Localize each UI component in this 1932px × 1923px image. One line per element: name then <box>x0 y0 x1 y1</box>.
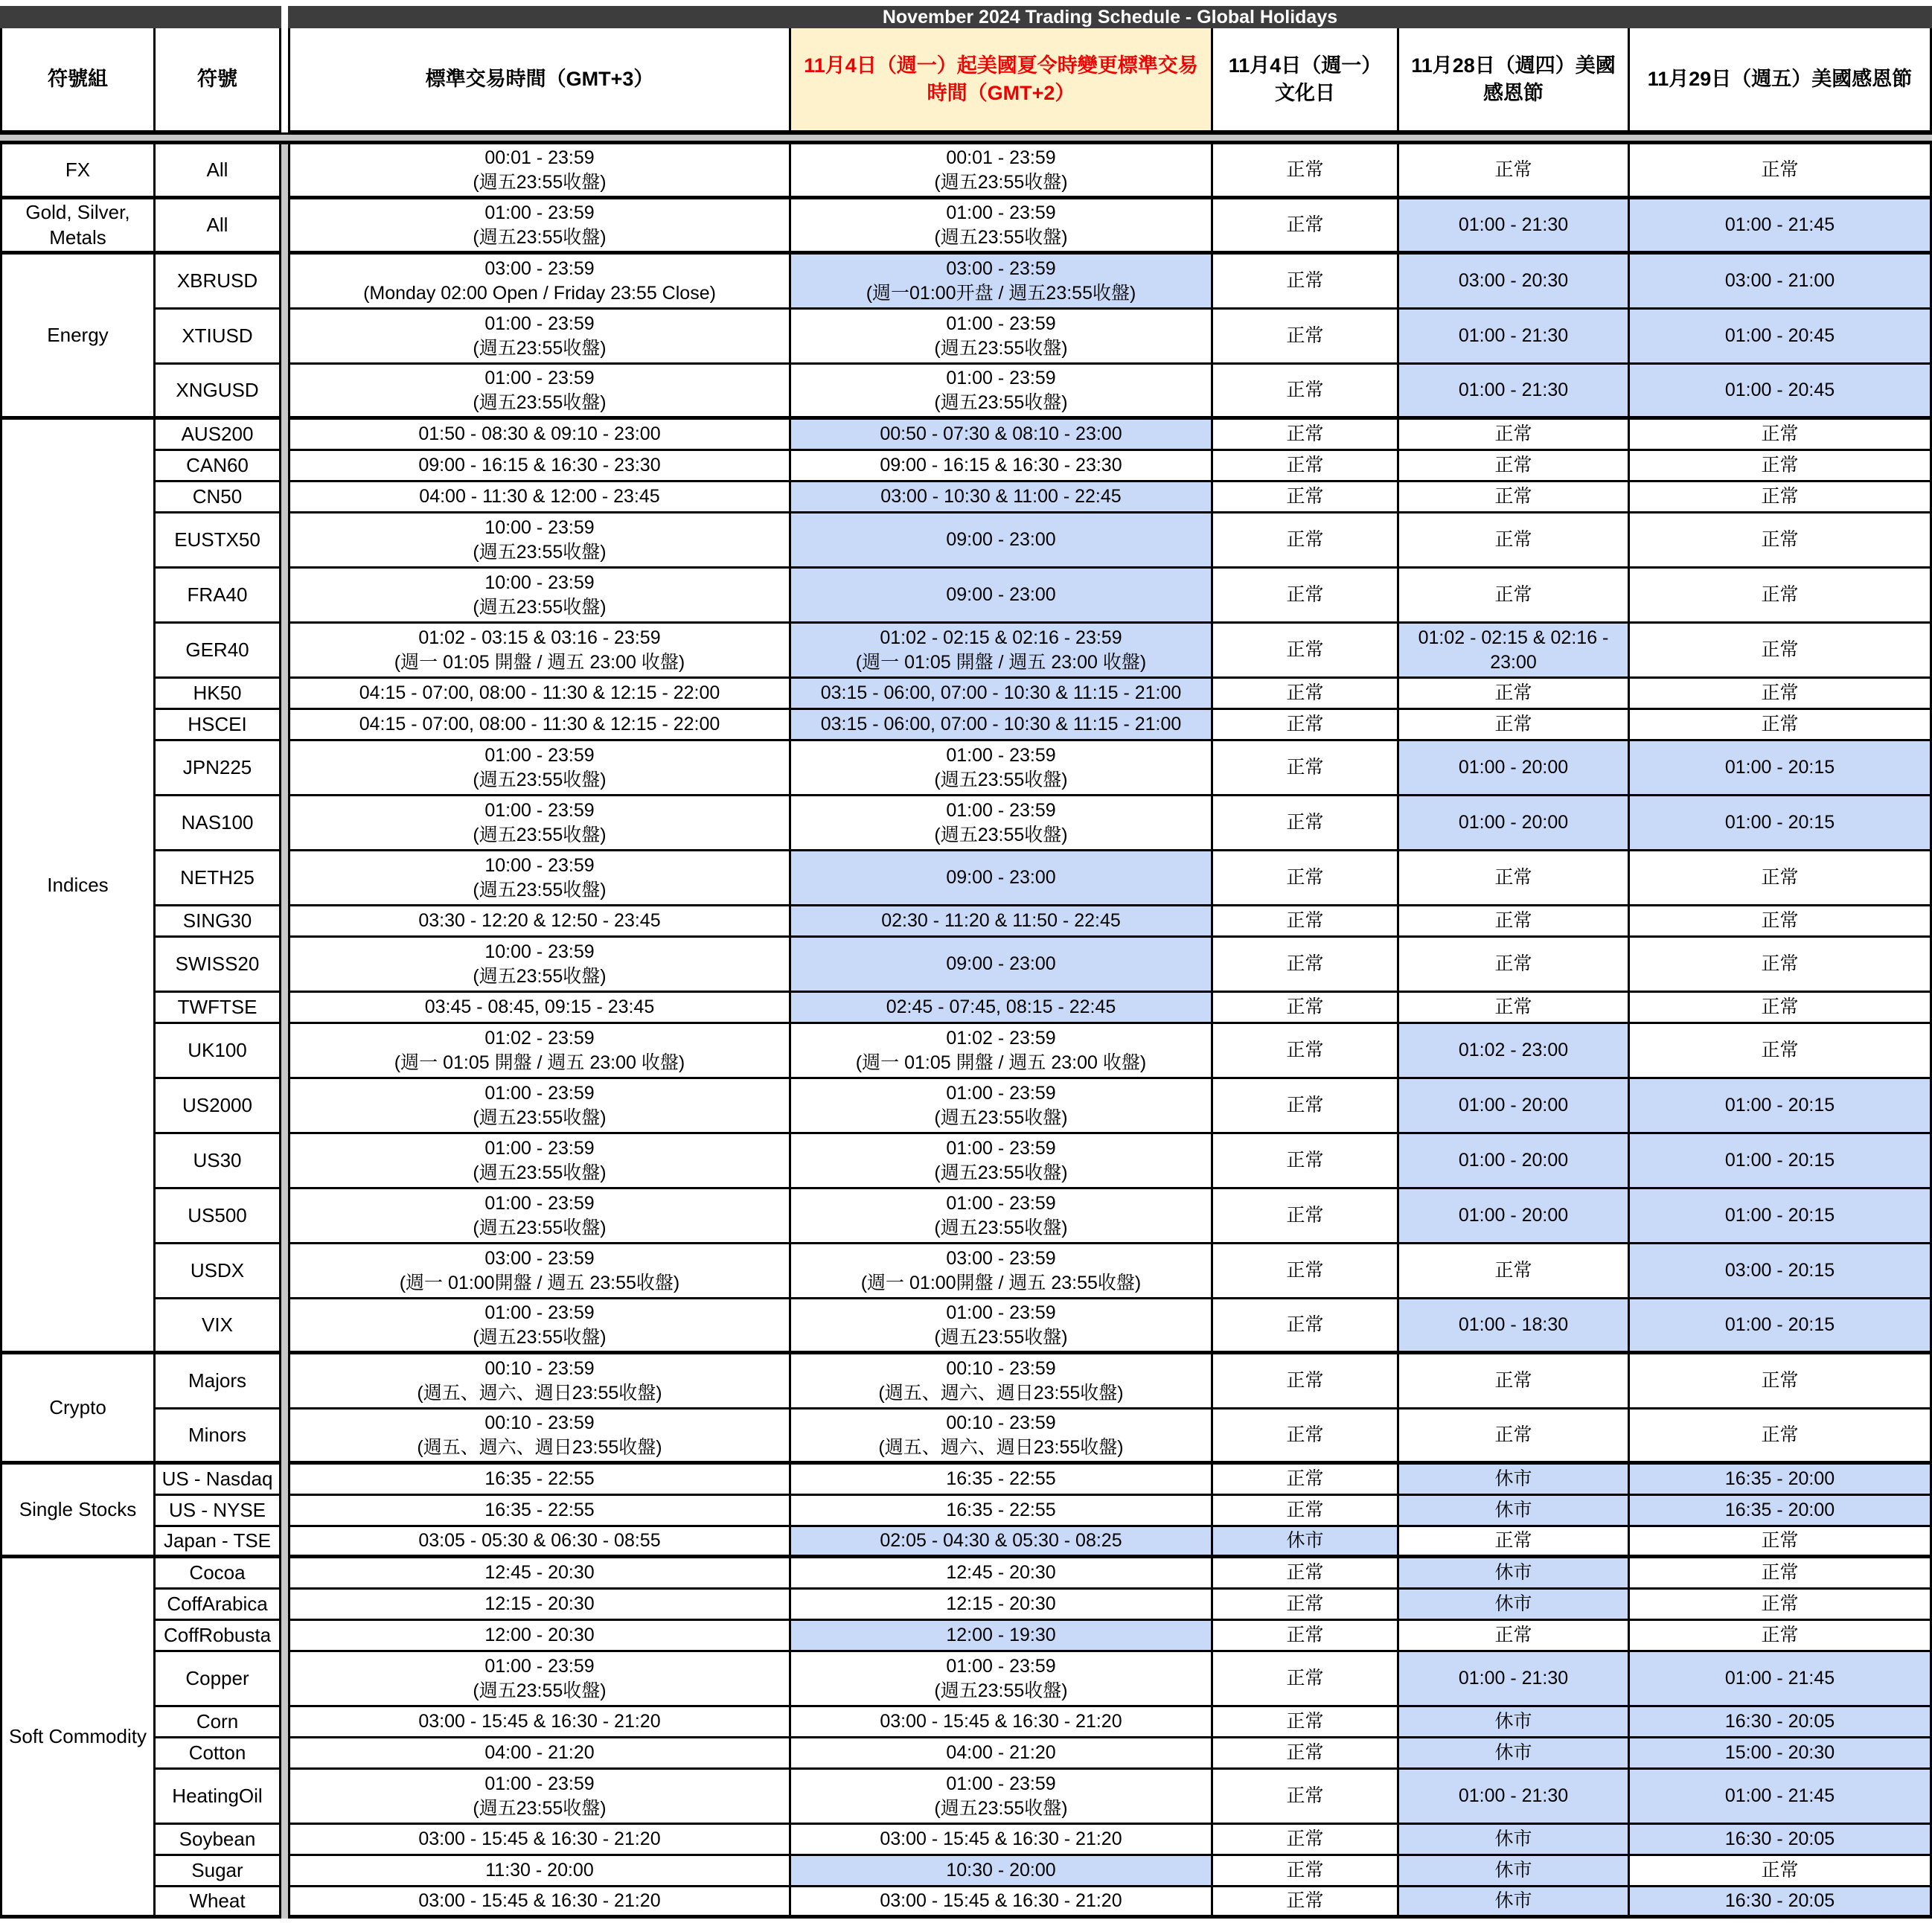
cell-dst-hours: 01:00 - 23:59 (週五23:55收盤) <box>791 1134 1213 1189</box>
cell-nov4-status: 正常 <box>1213 1738 1399 1770</box>
header-body-divider <box>0 132 1932 144</box>
cell-symbol: US - Nasdaq <box>156 1465 281 1496</box>
cell-nov29-status: 正常 <box>1630 1354 1932 1410</box>
cell-nov28-status: 正常 <box>1399 1410 1630 1465</box>
cell-nov28-status: 休市 <box>1399 1590 1630 1621</box>
cell-nov29-status: 正常 <box>1630 993 1932 1024</box>
cell-symbol: CoffRobusta <box>156 1621 281 1652</box>
cell-standard-hours: 01:00 - 23:59 (週五23:55收盤) <box>288 1134 791 1189</box>
cell-nov28-status: 休市 <box>1399 1465 1630 1496</box>
cell-dst-hours: 12:45 - 20:30 <box>791 1558 1213 1590</box>
cell-nov4-status: 正常 <box>1213 1079 1399 1134</box>
cell-nov4-status: 正常 <box>1213 938 1399 993</box>
cell-nov29-status: 正常 <box>1630 624 1932 679</box>
cell-nov28-status: 01:00 - 20:00 <box>1399 741 1630 796</box>
cell-nov29-status: 03:00 - 21:00 <box>1630 255 1932 310</box>
cell-nov29-status: 正常 <box>1630 906 1932 938</box>
cell-nov4-status: 正常 <box>1213 1024 1399 1079</box>
cell-nov29-status: 16:35 - 20:00 <box>1630 1465 1932 1496</box>
cell-nov4-status: 正常 <box>1213 1856 1399 1887</box>
cell-symbol: CN50 <box>156 482 281 513</box>
cell-nov28-status: 01:00 - 20:00 <box>1399 1189 1630 1244</box>
cell-dst-hours: 01:00 - 23:59 (週五23:55收盤) <box>791 310 1213 365</box>
cell-standard-hours: 12:00 - 20:30 <box>288 1621 791 1652</box>
cell-symbol: Sugar <box>156 1856 281 1887</box>
cell-standard-hours: 01:00 - 23:59 (週五23:55收盤) <box>288 199 791 255</box>
cell-standard-hours: 01:02 - 23:59 (週一 01:05 開盤 / 週五 23:00 收盤) <box>288 1024 791 1079</box>
cell-symbol: Cotton <box>156 1738 281 1770</box>
cell-dst-hours: 04:00 - 21:20 <box>791 1738 1213 1770</box>
cell-nov28-status: 正常 <box>1399 482 1630 513</box>
cell-symbol: JPN225 <box>156 741 281 796</box>
cell-symbol: Copper <box>156 1652 281 1707</box>
cell-standard-hours: 01:02 - 03:15 & 03:16 - 23:59 (週一 01:05 開盤 / 週五 23:00 收盤) <box>288 624 791 679</box>
cell-symbol: NETH25 <box>156 851 281 906</box>
cell-standard-hours: 03:45 - 08:45, 09:15 - 23:45 <box>288 993 791 1024</box>
cell-nov4-status: 正常 <box>1213 1354 1399 1410</box>
cell-nov29-status: 正常 <box>1630 1856 1932 1887</box>
cell-symbol: US30 <box>156 1134 281 1189</box>
cell-nov4-status: 正常 <box>1213 1189 1399 1244</box>
cell-nov4-status: 正常 <box>1213 1299 1399 1354</box>
cell-dst-hours: 03:00 - 10:30 & 11:00 - 22:45 <box>791 482 1213 513</box>
cell-nov4-status: 正常 <box>1213 569 1399 624</box>
cell-standard-hours: 10:00 - 23:59 (週五23:55收盤) <box>288 851 791 906</box>
cell-dst-hours: 01:02 - 02:15 & 02:16 - 23:59 (週一 01:05 開盤 / 週五 23:00 收盤) <box>791 624 1213 679</box>
cell-dst-hours: 09:00 - 16:15 & 16:30 - 23:30 <box>791 451 1213 482</box>
cell-symbol: Corn <box>156 1707 281 1738</box>
header-symbol-group: 符號組 <box>0 28 156 132</box>
cell-dst-hours: 10:30 - 20:00 <box>791 1856 1213 1887</box>
cell-symbol: CoffArabica <box>156 1590 281 1621</box>
cell-nov28-status: 01:00 - 21:30 <box>1399 365 1630 420</box>
cell-nov29-status: 正常 <box>1630 851 1932 906</box>
cell-symbol: UK100 <box>156 1024 281 1079</box>
cell-symbol: Minors <box>156 1410 281 1465</box>
cell-standard-hours: 03:00 - 23:59 (週一 01:00開盤 / 週五 23:55收盤) <box>288 1244 791 1299</box>
cell-standard-hours: 01:50 - 08:30 & 09:10 - 23:00 <box>288 420 791 451</box>
cell-symbol: FRA40 <box>156 569 281 624</box>
cell-symbol: AUS200 <box>156 420 281 451</box>
cell-symbol: XNGUSD <box>156 365 281 420</box>
cell-nov4-status: 正常 <box>1213 365 1399 420</box>
cell-standard-hours: 10:00 - 23:59 (週五23:55收盤) <box>288 938 791 993</box>
cell-standard-hours: 01:00 - 23:59 (週五23:55收盤) <box>288 1652 791 1707</box>
cell-nov4-status: 正常 <box>1213 1134 1399 1189</box>
cell-nov4-status: 正常 <box>1213 451 1399 482</box>
cell-nov28-status: 正常 <box>1399 1244 1630 1299</box>
cell-nov29-status: 01:00 - 20:15 <box>1630 796 1932 851</box>
cell-nov4-status: 正常 <box>1213 1770 1399 1825</box>
header-nov28-thanksgiving: 11月28日（週四）美國感恩節 <box>1399 28 1630 132</box>
cell-nov28-status: 正常 <box>1399 513 1630 569</box>
cell-nov4-status: 正常 <box>1213 255 1399 310</box>
header-standard-hours: 標準交易時間（GMT+3） <box>288 28 791 132</box>
cell-standard-hours: 12:45 - 20:30 <box>288 1558 791 1590</box>
cell-nov28-status: 休市 <box>1399 1887 1630 1919</box>
cell-dst-hours: 02:45 - 07:45, 08:15 - 22:45 <box>791 993 1213 1024</box>
cell-nov4-status: 正常 <box>1213 199 1399 255</box>
cell-symbol: All <box>156 144 281 199</box>
group-cell: Crypto <box>0 1354 156 1465</box>
cell-dst-hours: 00:50 - 07:30 & 08:10 - 23:00 <box>791 420 1213 451</box>
cell-dst-hours: 03:15 - 06:00, 07:00 - 10:30 & 11:15 - 21:00 <box>791 710 1213 741</box>
cell-nov4-status: 正常 <box>1213 1410 1399 1465</box>
cell-standard-hours: 03:00 - 23:59 (Monday 02:00 Open / Friday 23:55 Close) <box>288 255 791 310</box>
cell-nov4-status: 正常 <box>1213 1244 1399 1299</box>
cell-dst-hours: 01:00 - 23:59 (週五23:55收盤) <box>791 365 1213 420</box>
cell-standard-hours: 01:00 - 23:59 (週五23:55收盤) <box>288 1299 791 1354</box>
cell-nov29-status: 01:00 - 20:15 <box>1630 1079 1932 1134</box>
cell-nov4-status: 正常 <box>1213 144 1399 199</box>
cell-dst-hours: 03:00 - 23:59 (週一 01:00開盤 / 週五 23:55收盤) <box>791 1244 1213 1299</box>
cell-standard-hours: 01:00 - 23:59 (週五23:55收盤) <box>288 1770 791 1825</box>
cell-nov4-status: 正常 <box>1213 482 1399 513</box>
cell-nov4-status: 正常 <box>1213 1558 1399 1590</box>
cell-nov28-status: 正常 <box>1399 993 1630 1024</box>
cell-nov28-status: 休市 <box>1399 1825 1630 1856</box>
cell-symbol: HeatingOil <box>156 1770 281 1825</box>
cell-nov4-status: 正常 <box>1213 1652 1399 1707</box>
cell-standard-hours: 09:00 - 16:15 & 16:30 - 23:30 <box>288 451 791 482</box>
cell-dst-hours: 09:00 - 23:00 <box>791 513 1213 569</box>
cell-standard-hours: 10:00 - 23:59 (週五23:55收盤) <box>288 513 791 569</box>
title-bar-gap <box>281 6 288 28</box>
cell-symbol: SING30 <box>156 906 281 938</box>
cell-standard-hours: 03:00 - 15:45 & 16:30 - 21:20 <box>288 1825 791 1856</box>
cell-standard-hours: 01:00 - 23:59 (週五23:55收盤) <box>288 741 791 796</box>
cell-dst-hours: 01:00 - 23:59 (週五23:55收盤) <box>791 741 1213 796</box>
cell-nov28-status: 正常 <box>1399 1354 1630 1410</box>
cell-standard-hours: 03:05 - 05:30 & 06:30 - 08:55 <box>288 1527 791 1558</box>
cell-standard-hours: 11:30 - 20:00 <box>288 1856 791 1887</box>
cell-nov29-status: 正常 <box>1630 1410 1932 1465</box>
cell-standard-hours: 12:15 - 20:30 <box>288 1590 791 1621</box>
cell-nov29-status: 16:35 - 20:00 <box>1630 1496 1932 1527</box>
cell-dst-hours: 00:10 - 23:59 (週五、週六、週日23:55收盤) <box>791 1354 1213 1410</box>
cell-dst-hours: 01:00 - 23:59 (週五23:55收盤) <box>791 796 1213 851</box>
cell-standard-hours: 16:35 - 22:55 <box>288 1465 791 1496</box>
cell-dst-hours: 01:02 - 23:59 (週一 01:05 開盤 / 週五 23:00 收盤) <box>791 1024 1213 1079</box>
cell-nov29-status: 15:00 - 20:30 <box>1630 1738 1932 1770</box>
cell-nov4-status: 正常 <box>1213 624 1399 679</box>
cell-symbol: US - NYSE <box>156 1496 281 1527</box>
cell-nov29-status: 正常 <box>1630 420 1932 451</box>
cell-nov29-status: 01:00 - 20:15 <box>1630 741 1932 796</box>
cell-symbol: SWISS20 <box>156 938 281 993</box>
cell-symbol: XBRUSD <box>156 255 281 310</box>
cell-standard-hours: 01:00 - 23:59 (週五23:55收盤) <box>288 365 791 420</box>
cell-nov29-status: 正常 <box>1630 1024 1932 1079</box>
cell-nov29-status: 01:00 - 20:45 <box>1630 365 1932 420</box>
cell-nov29-status: 01:00 - 20:15 <box>1630 1189 1932 1244</box>
cell-nov28-status: 01:00 - 21:30 <box>1399 1652 1630 1707</box>
cell-dst-hours: 09:00 - 23:00 <box>791 569 1213 624</box>
cell-standard-hours: 04:15 - 07:00, 08:00 - 11:30 & 12:15 - 22:00 <box>288 710 791 741</box>
cell-nov28-status: 正常 <box>1399 1527 1630 1558</box>
cell-standard-hours: 16:35 - 22:55 <box>288 1496 791 1527</box>
cell-standard-hours: 03:00 - 15:45 & 16:30 - 21:20 <box>288 1887 791 1919</box>
cell-nov28-status: 正常 <box>1399 679 1630 710</box>
cell-symbol: Majors <box>156 1354 281 1410</box>
cell-nov29-status: 16:30 - 20:05 <box>1630 1707 1932 1738</box>
cell-nov28-status: 正常 <box>1399 1621 1630 1652</box>
cell-dst-hours: 03:00 - 15:45 & 16:30 - 21:20 <box>791 1825 1213 1856</box>
cell-standard-hours: 01:00 - 23:59 (週五23:55收盤) <box>288 1189 791 1244</box>
cell-symbol: All <box>156 199 281 255</box>
group-cell: FX <box>0 144 156 199</box>
cell-dst-hours: 16:35 - 22:55 <box>791 1465 1213 1496</box>
cell-nov28-status: 正常 <box>1399 906 1630 938</box>
trading-schedule-table <box>0 6 1932 1919</box>
cell-standard-hours: 04:00 - 21:20 <box>288 1738 791 1770</box>
cell-nov29-status: 正常 <box>1630 938 1932 993</box>
cell-dst-hours: 00:01 - 23:59 (週五23:55收盤) <box>791 144 1213 199</box>
cell-nov29-status: 正常 <box>1630 1558 1932 1590</box>
cell-standard-hours: 00:01 - 23:59 (週五23:55收盤) <box>288 144 791 199</box>
cell-symbol: USDX <box>156 1244 281 1299</box>
cell-nov28-status: 休市 <box>1399 1856 1630 1887</box>
cell-symbol: TWFTSE <box>156 993 281 1024</box>
cell-nov29-status: 01:00 - 20:15 <box>1630 1134 1932 1189</box>
cell-standard-hours: 04:00 - 11:30 & 12:00 - 23:45 <box>288 482 791 513</box>
cell-symbol: HK50 <box>156 679 281 710</box>
cell-standard-hours: 01:00 - 23:59 (週五23:55收盤) <box>288 796 791 851</box>
cell-nov29-status: 正常 <box>1630 1527 1932 1558</box>
cell-standard-hours: 00:10 - 23:59 (週五、週六、週日23:55收盤) <box>288 1410 791 1465</box>
group-cell: Soft Commodity <box>0 1558 156 1919</box>
cell-dst-hours: 03:00 - 15:45 & 16:30 - 21:20 <box>791 1707 1213 1738</box>
cell-standard-hours: 01:00 - 23:59 (週五23:55收盤) <box>288 310 791 365</box>
header-nov4-culture-day: 11月4日（週一）文化日 <box>1213 28 1399 132</box>
cell-standard-hours: 10:00 - 23:59 (週五23:55收盤) <box>288 569 791 624</box>
cell-nov4-status: 正常 <box>1213 741 1399 796</box>
cell-dst-hours: 02:05 - 04:30 & 05:30 - 08:25 <box>791 1527 1213 1558</box>
cell-dst-hours: 16:35 - 22:55 <box>791 1496 1213 1527</box>
group-cell: Indices <box>0 420 156 1354</box>
cell-nov28-status: 休市 <box>1399 1738 1630 1770</box>
header-dst-hours: 11月4日（週一）起美國夏令時變更標準交易時間（GMT+2） <box>791 28 1213 132</box>
cell-nov4-status: 正常 <box>1213 993 1399 1024</box>
cell-nov4-status: 正常 <box>1213 1496 1399 1527</box>
cell-nov28-status: 正常 <box>1399 851 1630 906</box>
cell-dst-hours: 12:15 - 20:30 <box>791 1590 1213 1621</box>
cell-dst-hours: 09:00 - 23:00 <box>791 851 1213 906</box>
cell-symbol: GER40 <box>156 624 281 679</box>
cell-nov29-status: 01:00 - 21:45 <box>1630 1770 1932 1825</box>
cell-nov4-status: 正常 <box>1213 1887 1399 1919</box>
cell-dst-hours: 01:00 - 23:59 (週五23:55收盤) <box>791 1299 1213 1354</box>
cell-nov4-status: 正常 <box>1213 710 1399 741</box>
cell-nov4-status: 正常 <box>1213 1825 1399 1856</box>
title-bar-left-segment <box>0 6 281 28</box>
cell-nov28-status: 03:00 - 20:30 <box>1399 255 1630 310</box>
cell-nov29-status: 16:30 - 20:05 <box>1630 1887 1932 1919</box>
cell-nov4-status: 正常 <box>1213 1707 1399 1738</box>
cell-nov28-status: 01:02 - 23:00 <box>1399 1024 1630 1079</box>
cell-symbol: XTIUSD <box>156 310 281 365</box>
cell-nov28-status: 正常 <box>1399 710 1630 741</box>
cell-nov28-status: 休市 <box>1399 1496 1630 1527</box>
cell-nov4-status: 正常 <box>1213 513 1399 569</box>
cell-dst-hours: 01:00 - 23:59 (週五23:55收盤) <box>791 1652 1213 1707</box>
cell-nov29-status: 01:00 - 20:45 <box>1630 310 1932 365</box>
cell-nov4-status: 正常 <box>1213 420 1399 451</box>
cell-dst-hours: 02:30 - 11:20 & 11:50 - 22:45 <box>791 906 1213 938</box>
cell-nov29-status: 01:00 - 21:45 <box>1630 1652 1932 1707</box>
page-title: November 2024 Trading Schedule - Global Holidays <box>288 6 1932 28</box>
cell-nov29-status: 正常 <box>1630 710 1932 741</box>
cell-dst-hours: 09:00 - 23:00 <box>791 938 1213 993</box>
group-cell: Gold, Silver, Metals <box>0 199 156 255</box>
cell-symbol: VIX <box>156 1299 281 1354</box>
cell-nov28-status: 正常 <box>1399 451 1630 482</box>
cell-symbol: CAN60 <box>156 451 281 482</box>
cell-standard-hours: 00:10 - 23:59 (週五、週六、週日23:55收盤) <box>288 1354 791 1410</box>
cell-nov29-status: 正常 <box>1630 569 1932 624</box>
group-cell: Single Stocks <box>0 1465 156 1558</box>
cell-nov29-status: 01:00 - 21:45 <box>1630 199 1932 255</box>
header-gap <box>281 28 288 132</box>
cell-nov4-status: 休市 <box>1213 1527 1399 1558</box>
cell-nov29-status: 正常 <box>1630 679 1932 710</box>
cell-nov4-status: 正常 <box>1213 1465 1399 1496</box>
cell-nov28-status: 休市 <box>1399 1707 1630 1738</box>
cell-dst-hours: 12:00 - 19:30 <box>791 1621 1213 1652</box>
cell-symbol: NAS100 <box>156 796 281 851</box>
cell-symbol: Cocoa <box>156 1558 281 1590</box>
cell-nov4-status: 正常 <box>1213 679 1399 710</box>
cell-nov29-status: 正常 <box>1630 482 1932 513</box>
cell-nov29-status: 正常 <box>1630 1621 1932 1652</box>
cell-symbol: US500 <box>156 1189 281 1244</box>
cell-nov4-status: 正常 <box>1213 310 1399 365</box>
column-divider <box>281 144 288 1919</box>
cell-nov28-status: 01:00 - 20:00 <box>1399 1134 1630 1189</box>
cell-nov4-status: 正常 <box>1213 1621 1399 1652</box>
cell-dst-hours: 00:10 - 23:59 (週五、週六、週日23:55收盤) <box>791 1410 1213 1465</box>
cell-nov28-status: 01:02 - 02:15 & 02:16 - 23:00 <box>1399 624 1630 679</box>
cell-nov28-status: 01:00 - 20:00 <box>1399 1079 1630 1134</box>
cell-nov4-status: 正常 <box>1213 906 1399 938</box>
cell-nov28-status: 01:00 - 21:30 <box>1399 1770 1630 1825</box>
cell-nov28-status: 01:00 - 18:30 <box>1399 1299 1630 1354</box>
cell-nov28-status: 休市 <box>1399 1558 1630 1590</box>
cell-dst-hours: 01:00 - 23:59 (週五23:55收盤) <box>791 1770 1213 1825</box>
cell-nov29-status: 正常 <box>1630 144 1932 199</box>
cell-dst-hours: 01:00 - 23:59 (週五23:55收盤) <box>791 1189 1213 1244</box>
cell-nov28-status: 正常 <box>1399 144 1630 199</box>
cell-symbol: Wheat <box>156 1887 281 1919</box>
group-cell: Energy <box>0 255 156 420</box>
cell-standard-hours: 04:15 - 07:00, 08:00 - 11:30 & 12:15 - 22:00 <box>288 679 791 710</box>
cell-nov29-status: 01:00 - 20:15 <box>1630 1299 1932 1354</box>
cell-nov28-status: 正常 <box>1399 420 1630 451</box>
cell-nov29-status: 正常 <box>1630 513 1932 569</box>
cell-nov29-status: 正常 <box>1630 1590 1932 1621</box>
cell-symbol: HSCEI <box>156 710 281 741</box>
cell-nov28-status: 01:00 - 21:30 <box>1399 199 1630 255</box>
cell-nov28-status: 正常 <box>1399 569 1630 624</box>
cell-dst-hours: 01:00 - 23:59 (週五23:55收盤) <box>791 199 1213 255</box>
cell-nov29-status: 正常 <box>1630 451 1932 482</box>
cell-dst-hours: 03:00 - 23:59 (週一01:00开盘 / 週五23:55收盤) <box>791 255 1213 310</box>
cell-symbol: Soybean <box>156 1825 281 1856</box>
cell-dst-hours: 01:00 - 23:59 (週五23:55收盤) <box>791 1079 1213 1134</box>
cell-standard-hours: 03:00 - 15:45 & 16:30 - 21:20 <box>288 1707 791 1738</box>
cell-symbol: EUSTX50 <box>156 513 281 569</box>
cell-nov4-status: 正常 <box>1213 851 1399 906</box>
cell-nov4-status: 正常 <box>1213 796 1399 851</box>
cell-dst-hours: 03:00 - 15:45 & 16:30 - 21:20 <box>791 1887 1213 1919</box>
cell-nov28-status: 01:00 - 21:30 <box>1399 310 1630 365</box>
cell-nov28-status: 正常 <box>1399 938 1630 993</box>
cell-symbol: Japan - TSE <box>156 1527 281 1558</box>
header-symbol: 符號 <box>156 28 281 132</box>
header-nov29-thanksgiving: 11月29日（週五）美國感恩節 <box>1630 28 1932 132</box>
cell-standard-hours: 01:00 - 23:59 (週五23:55收盤) <box>288 1079 791 1134</box>
cell-nov29-status: 16:30 - 20:05 <box>1630 1825 1932 1856</box>
cell-dst-hours: 03:15 - 06:00, 07:00 - 10:30 & 11:15 - 21:00 <box>791 679 1213 710</box>
cell-nov4-status: 正常 <box>1213 1590 1399 1621</box>
cell-symbol: US2000 <box>156 1079 281 1134</box>
cell-nov28-status: 01:00 - 20:00 <box>1399 796 1630 851</box>
cell-nov29-status: 03:00 - 20:15 <box>1630 1244 1932 1299</box>
cell-standard-hours: 03:30 - 12:20 & 12:50 - 23:45 <box>288 906 791 938</box>
